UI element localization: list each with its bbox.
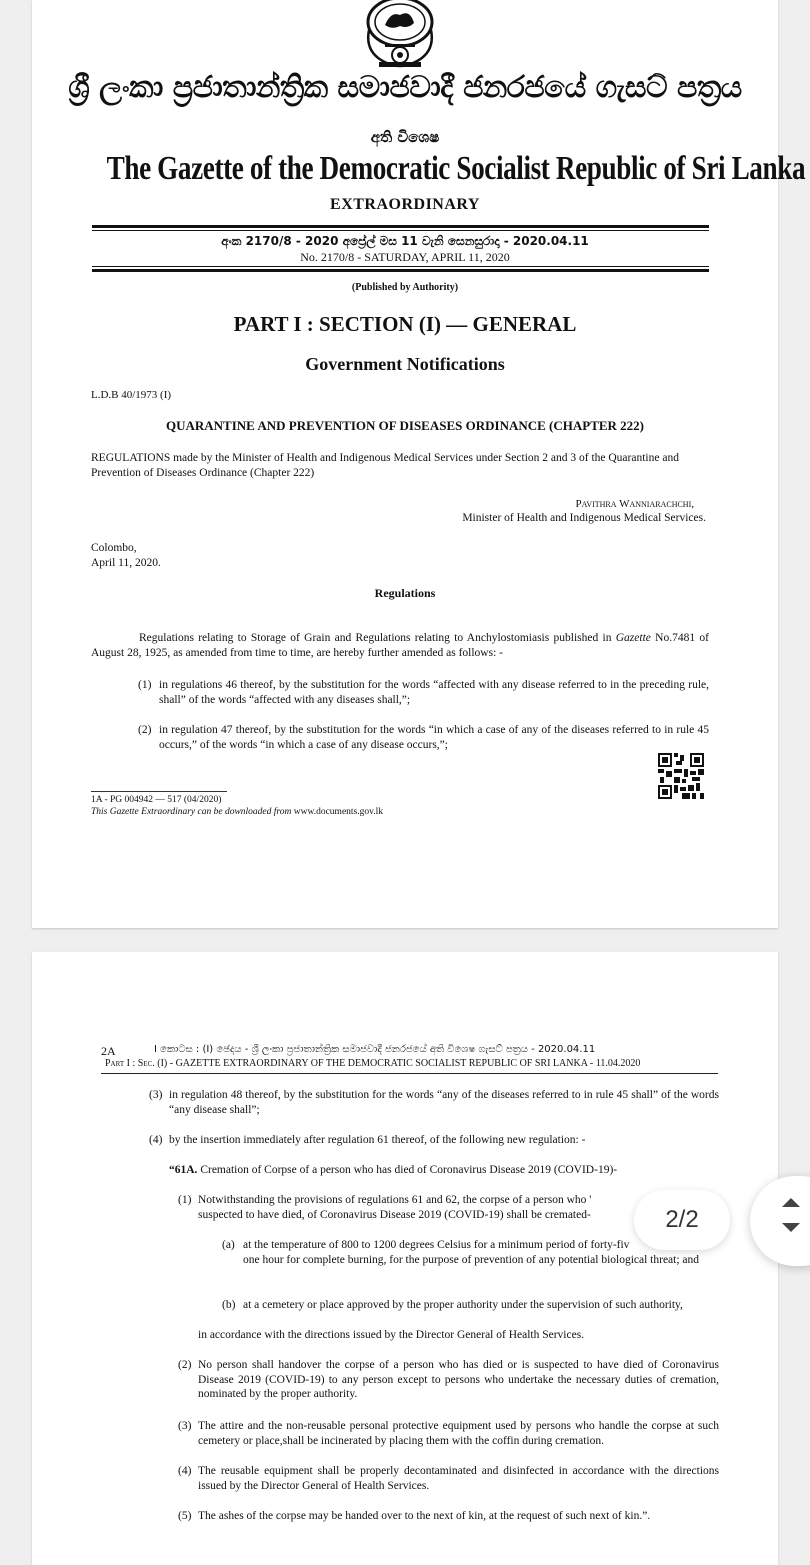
item-text: in regulation 48 thereof, by the substitution for the words “any of the diseases referred to in rule 45 shall” of the words “any disease shall”; (169, 1089, 719, 1116)
running-header-sinhala: I කොටස : (I) ඡෙදය - ශ්‍රී ලංකා ප්‍රජාතාන්ත්‍රික සමාජවාදී ජනරජයේ අති විශෙෂ ගැසට් පත්‍රය - 2020.04.11 (154, 1044, 596, 1055)
footer-rule (91, 791, 227, 792)
page-number: 2A (101, 1044, 116, 1058)
subregulation-5: (5) The ashes of the corpse may be handed over to the next of kin, at the request of such next of kin.”. (178, 1510, 651, 1522)
regulations-intro-paragraph: REGULATIONS made by the Minister of Health and Indigenous Medical Services under Section 2 and 3 of the Quarantine and Prevention of Diseases Ordinance (Chapter 222) (91, 452, 679, 479)
chevron-down-icon (782, 1223, 800, 1232)
issue-number-sinhala: අංක 2170/8 - 2020 අප්‍රේල් මස 11 වැනි සෙනසුරාදා - 2020.04.11 (221, 234, 589, 248)
running-header-rule (101, 1073, 718, 1074)
sinhala-gazette-title: ශ්‍රී ලංකා ප්‍රජාතාන්ත්‍රික සමාජවාදී ජනරජයේ ගැසට් පත්‍රය (68, 70, 742, 105)
ordinance-heading: QUARANTINE AND PREVENTION OF DISEASES ORDINANCE (CHAPTER 222) (165, 418, 645, 433)
subregulation-2: (2) No person shall handover the corpse of a person who has died or is suspected to have died of Coronavirus Disease 2019 (COVID-19) to any person except to persons who undertake the necessary duties of cremation, nominated by the proper authority. (178, 1359, 719, 1400)
subregulation-1: (1) Notwithstanding the provisions of regulations 61 and 62, the corpse of a person who ' suspected to have died, of Coronavirus Disease 2019 (COVID-19) shall be cremated- (178, 1194, 592, 1221)
page-indicator: 2/2 (634, 1190, 730, 1250)
subregulation-4: (4) The reusable equipment shall be properly decontaminated and disinfected in accordance with the directions issued by the Director General of Health Services. (178, 1465, 719, 1492)
sinhala-extraordinary-label: අති විශෙෂ (370, 128, 440, 146)
amendment-item (138, 723, 709, 752)
regulation-61a-heading: “61A. Cremation of Corpse of a person who has died of Coronavirus Disease 2019 (COVID-19)- (169, 1164, 618, 1176)
extraordinary-label: EXTRAORDINARY (330, 196, 480, 213)
government-notifications-heading: Government Notifications (305, 354, 505, 374)
amendment-item (138, 678, 709, 707)
published-by-authority: (Published by Authority) (351, 282, 459, 293)
place-and-date (91, 541, 161, 571)
gazette-italic: Gazette (615, 632, 651, 644)
chevron-up-icon (782, 1198, 800, 1207)
item-number: (4) (149, 1134, 163, 1146)
header-rule-bottom-thick (92, 269, 709, 272)
subregulation-3: (3) The attire and the non-reusable personal protective equipment used by persons who handle the corpse at such cemetery or place,shall be incinerated by placing them with the coffin during cremation. (178, 1420, 719, 1447)
item-number: (3) (149, 1089, 163, 1101)
running-header-english: Part I : Sec. (I) - GAZETTE EXTRAORDINARY OF THE DEMOCRATIC SOCIALIST REPUBLIC OF SRI LANKA - 11.04.2020 (105, 1058, 641, 1069)
signer-title: Minister of Health and Indigenous Medical Services. (462, 512, 706, 524)
item-text: by the insertion immediately after regulation 61 thereof, of the following new regulation: - (169, 1134, 586, 1146)
item-number: (2) (138, 724, 152, 736)
subregulation-1a: (a) at the temperature of 800 to 1200 degrees Celsius for a minimum period of forty-fiv one hour for complete burning, for the purpose of prevention of any potential biological threat; and (222, 1239, 700, 1266)
footer-print-code: 1A - PG 004942 — 517 (04/2020) (91, 795, 222, 805)
header-rule-bottom-thin (92, 266, 709, 267)
regulations-heading: Regulations (374, 586, 436, 600)
part-section-title: PART I : SECTION (I) — GENERAL (233, 312, 577, 336)
gazette-page-1 (32, 0, 806, 928)
footer-download-note: This Gazette Extraordinary can be downloaded from www.documents.gov.lk (91, 807, 384, 817)
item-text: in regulation 47 thereof, by the substitution for the words “in which a case of any of the diseases referred to in rule 45 occurs,” of the words “in which a case of any disease occurs,”; (159, 724, 709, 751)
date: April 11, 2020. (91, 557, 161, 569)
footer-download-url[interactable]: www.documents.gov.lk (291, 807, 384, 817)
item-text: in regulations 46 thereof, by the substitution for the words “affected with any disease referred to in the preceding rule, shall” of the words “affected with any diseases shall,”; (159, 679, 709, 706)
qr-code-icon (658, 753, 704, 799)
issue-number-english: No. 2170/8 - SATURDAY, APRIL 11, 2020 (300, 250, 510, 264)
amendment-intro-paragraph: Regulations relating to Storage of Grain and Regulations relating to Anchylostomiasis published in Gazette No.7481 of August 28, 1925, as amended from time to time, are hereby further amended as follows: - (91, 632, 709, 659)
signer-name: Pavithra Wanniarachchi, (575, 498, 694, 510)
sri-lanka-emblem-icon (355, 0, 445, 70)
amendment-item (149, 1133, 719, 1148)
place: Colombo, (91, 542, 137, 554)
subregulation-1b: (b) at a cemetery or place approved by the proper authority under the supervision of such authority, (222, 1299, 683, 1311)
ldb-reference: L.D.B 40/1973 (I) (91, 389, 172, 401)
directions-line: in accordance with the directions issued by the Director General of Health Services. (198, 1329, 585, 1341)
item-number: (1) (138, 679, 152, 691)
amendment-item (149, 1088, 719, 1117)
header-rule-top-thin (92, 230, 709, 231)
header-rule-top-thick (92, 225, 709, 228)
english-gazette-title: The Gazette of the Democratic Socialist Republic of Sri Lanka (106, 150, 806, 187)
gazette-page-2 (32, 952, 778, 1565)
